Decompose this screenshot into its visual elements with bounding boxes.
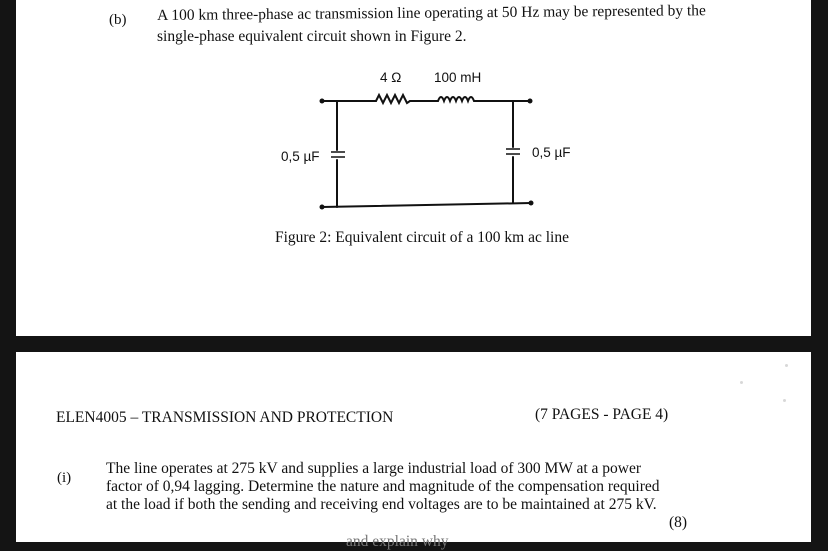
course-header: ELEN4005 – TRANSMISSION AND PROTECTION (56, 409, 394, 426)
exam-page-bottom (16, 352, 811, 550)
question-i-marks: (8) (669, 514, 688, 531)
terminal-top-right (528, 99, 533, 104)
part-b-text-line1: A 100 km three-phase ac transmission line operating at 50 Hz may be represented by the (157, 2, 706, 24)
exam-page-top (16, 0, 811, 336)
part-b-label: (b) (109, 12, 127, 28)
terminal-top-left (320, 99, 325, 104)
speck (785, 364, 788, 367)
speck (783, 399, 786, 402)
terminal-bottom-right (529, 201, 534, 206)
inductor-label: 100 mH (434, 70, 482, 85)
question-i-line4-partial: and explain why (346, 533, 449, 550)
question-i-line3: at the load if both the sending and receiving end voltages are to be maintained at 275 kV. (106, 496, 657, 513)
part-b-text-line2: single-phase equivalent circuit shown in Figure 2. (157, 28, 467, 45)
resistor-symbol (376, 95, 410, 103)
inductor-symbol (438, 97, 474, 101)
speck (740, 381, 743, 384)
bottom-wire (322, 203, 531, 207)
question-i-line1: The line operates at 275 kV and supplies a large industrial load of 300 MW at a power (106, 460, 642, 477)
terminal-bottom-left (320, 205, 325, 210)
resistor-label: 4 Ω (380, 70, 402, 85)
left-capacitor-label: 0,5 µF (281, 149, 320, 164)
right-capacitor-label: 0,5 µF (532, 145, 571, 160)
question-i-line2: factor of 0,94 lagging. Determine the nature and magnitude of the compensation required (106, 478, 660, 495)
equivalent-circuit-diagram (16, 0, 811, 336)
page-number-header: (7 PAGES - PAGE 4) (535, 406, 669, 423)
question-i-label: (i) (57, 470, 72, 486)
figure-caption: Figure 2: Equivalent circuit of a 100 km ac line (275, 229, 569, 246)
